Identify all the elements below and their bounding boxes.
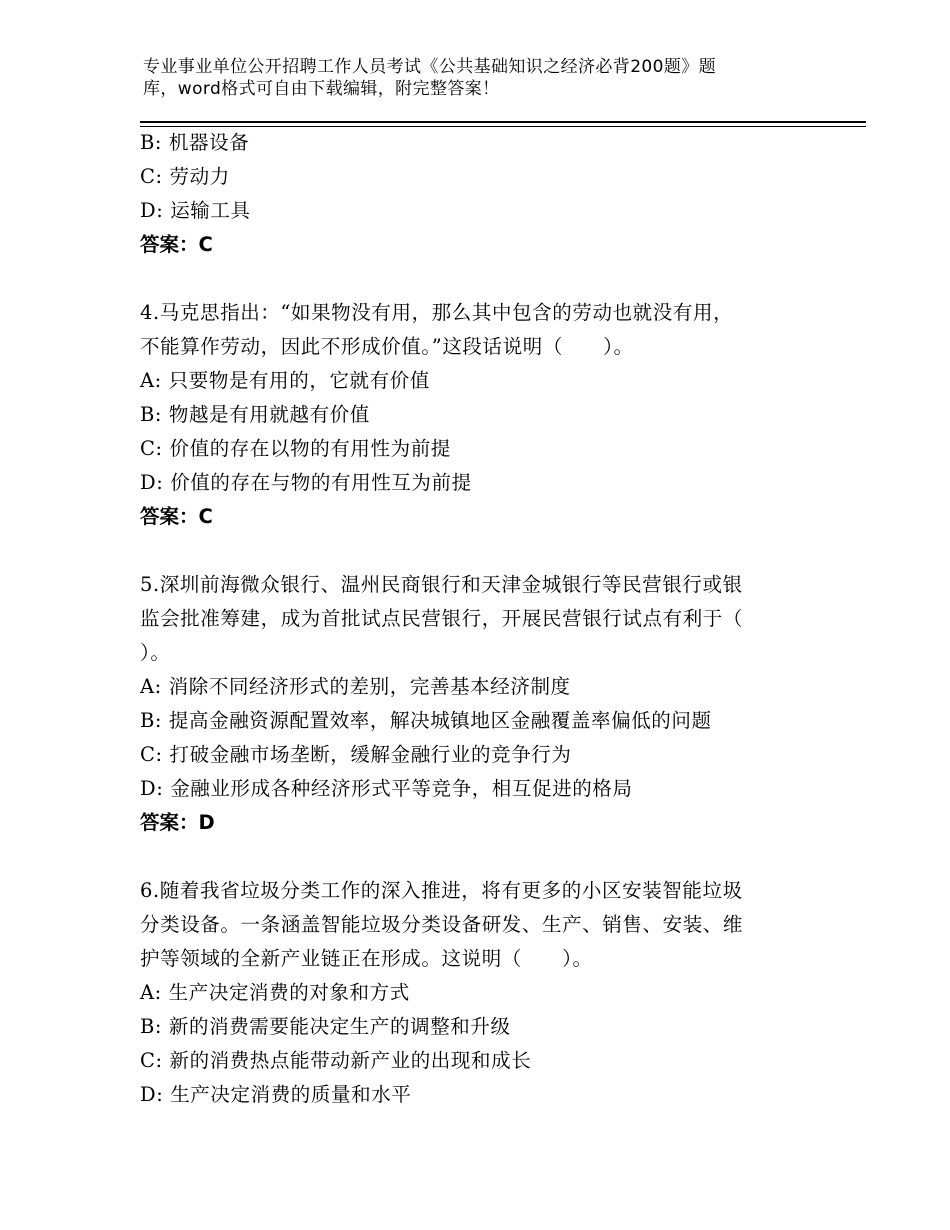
question-3-tail [140,126,800,262]
question-5-answer: 答案：D [140,811,215,834]
question-6-option-a: A: 生产决定消费的对象和方式 [140,981,410,1004]
question-4-option-c: C: 价值的存在以物的有用性为前提 [140,437,451,460]
question-6-option-c: C: 新的消费热点能带动新产业的出现和成长 [140,1049,532,1072]
question-5-option-d: D: 金融业形成各种经济形式平等竞争，相互促进的格局 [140,777,633,800]
question-5 [140,568,800,840]
question-5-stem-line-1: 5.深圳前海微众银行、温州民商银行和天津金城银行等民营银行或银 [140,573,743,596]
question-3-option-d: D: 运输工具 [140,199,251,222]
question-4-option-d: D: 价值的存在与物的有用性互为前提 [140,471,472,494]
question-5-option-b: B: 提高金融资源配置效率，解决城镇地区金融覆盖率偏低的问题 [140,709,712,732]
question-3-option-c: C: 劳动力 [140,165,230,188]
question-6-stem-line-2: 分类设备。一条涵盖智能垃圾分类设备研发、生产、销售、安装、维 [140,913,744,936]
question-4 [140,296,800,534]
header-title-line-1: 专业事业单位公开招聘工作人员考试《公共基础知识之经济必背200题》题 [143,57,717,77]
question-3-answer: 答案：C [140,233,213,256]
spacer [140,534,800,568]
question-4-stem-line-2: 不能算作劳动，因此不形成价值。”这段话说明（ ）。 [140,335,634,358]
document-header [143,56,803,100]
question-6-option-b: B: 新的消费需要能决定生产的调整和升级 [140,1015,511,1038]
question-list [140,126,800,1112]
question-4-option-b: B: 物越是有用就越有价值 [140,403,370,426]
header-title-line-2: 库，word格式可自由下载编辑，附完整答案！ [143,79,500,99]
question-5-stem-line-2: 监会批准筹建，成为首批试点民营银行，开展民营银行试点有利于（ [140,607,744,630]
spacer [140,840,800,874]
question-4-stem-line-1: 4.马克思指出：“如果物没有用，那么其中包含的劳动也就没有用， [140,301,734,324]
question-5-stem-line-3: ）。 [140,641,171,664]
question-6-stem-line-3: 护等领域的全新产业链正在形成。这说明（ ）。 [140,947,593,970]
question-6 [140,874,800,1112]
question-5-option-c: C: 打破金融市场垄断，缓解金融行业的竞争行为 [140,743,572,766]
spacer [140,262,800,296]
question-5-option-a: A: 消除不同经济形式的差别，完善基本经济制度 [140,675,571,698]
header-divider-thick [140,121,866,123]
question-6-stem-line-1: 6.随着我省垃圾分类工作的深入推进，将有更多的小区安装智能垃圾 [140,879,743,902]
question-4-option-a: A: 只要物是有用的，它就有价值 [140,369,430,392]
question-6-option-d: D: 生产决定消费的质量和水平 [140,1083,412,1106]
question-3-option-b: B: 机器设备 [140,131,250,154]
question-4-answer: 答案：C [140,505,213,528]
